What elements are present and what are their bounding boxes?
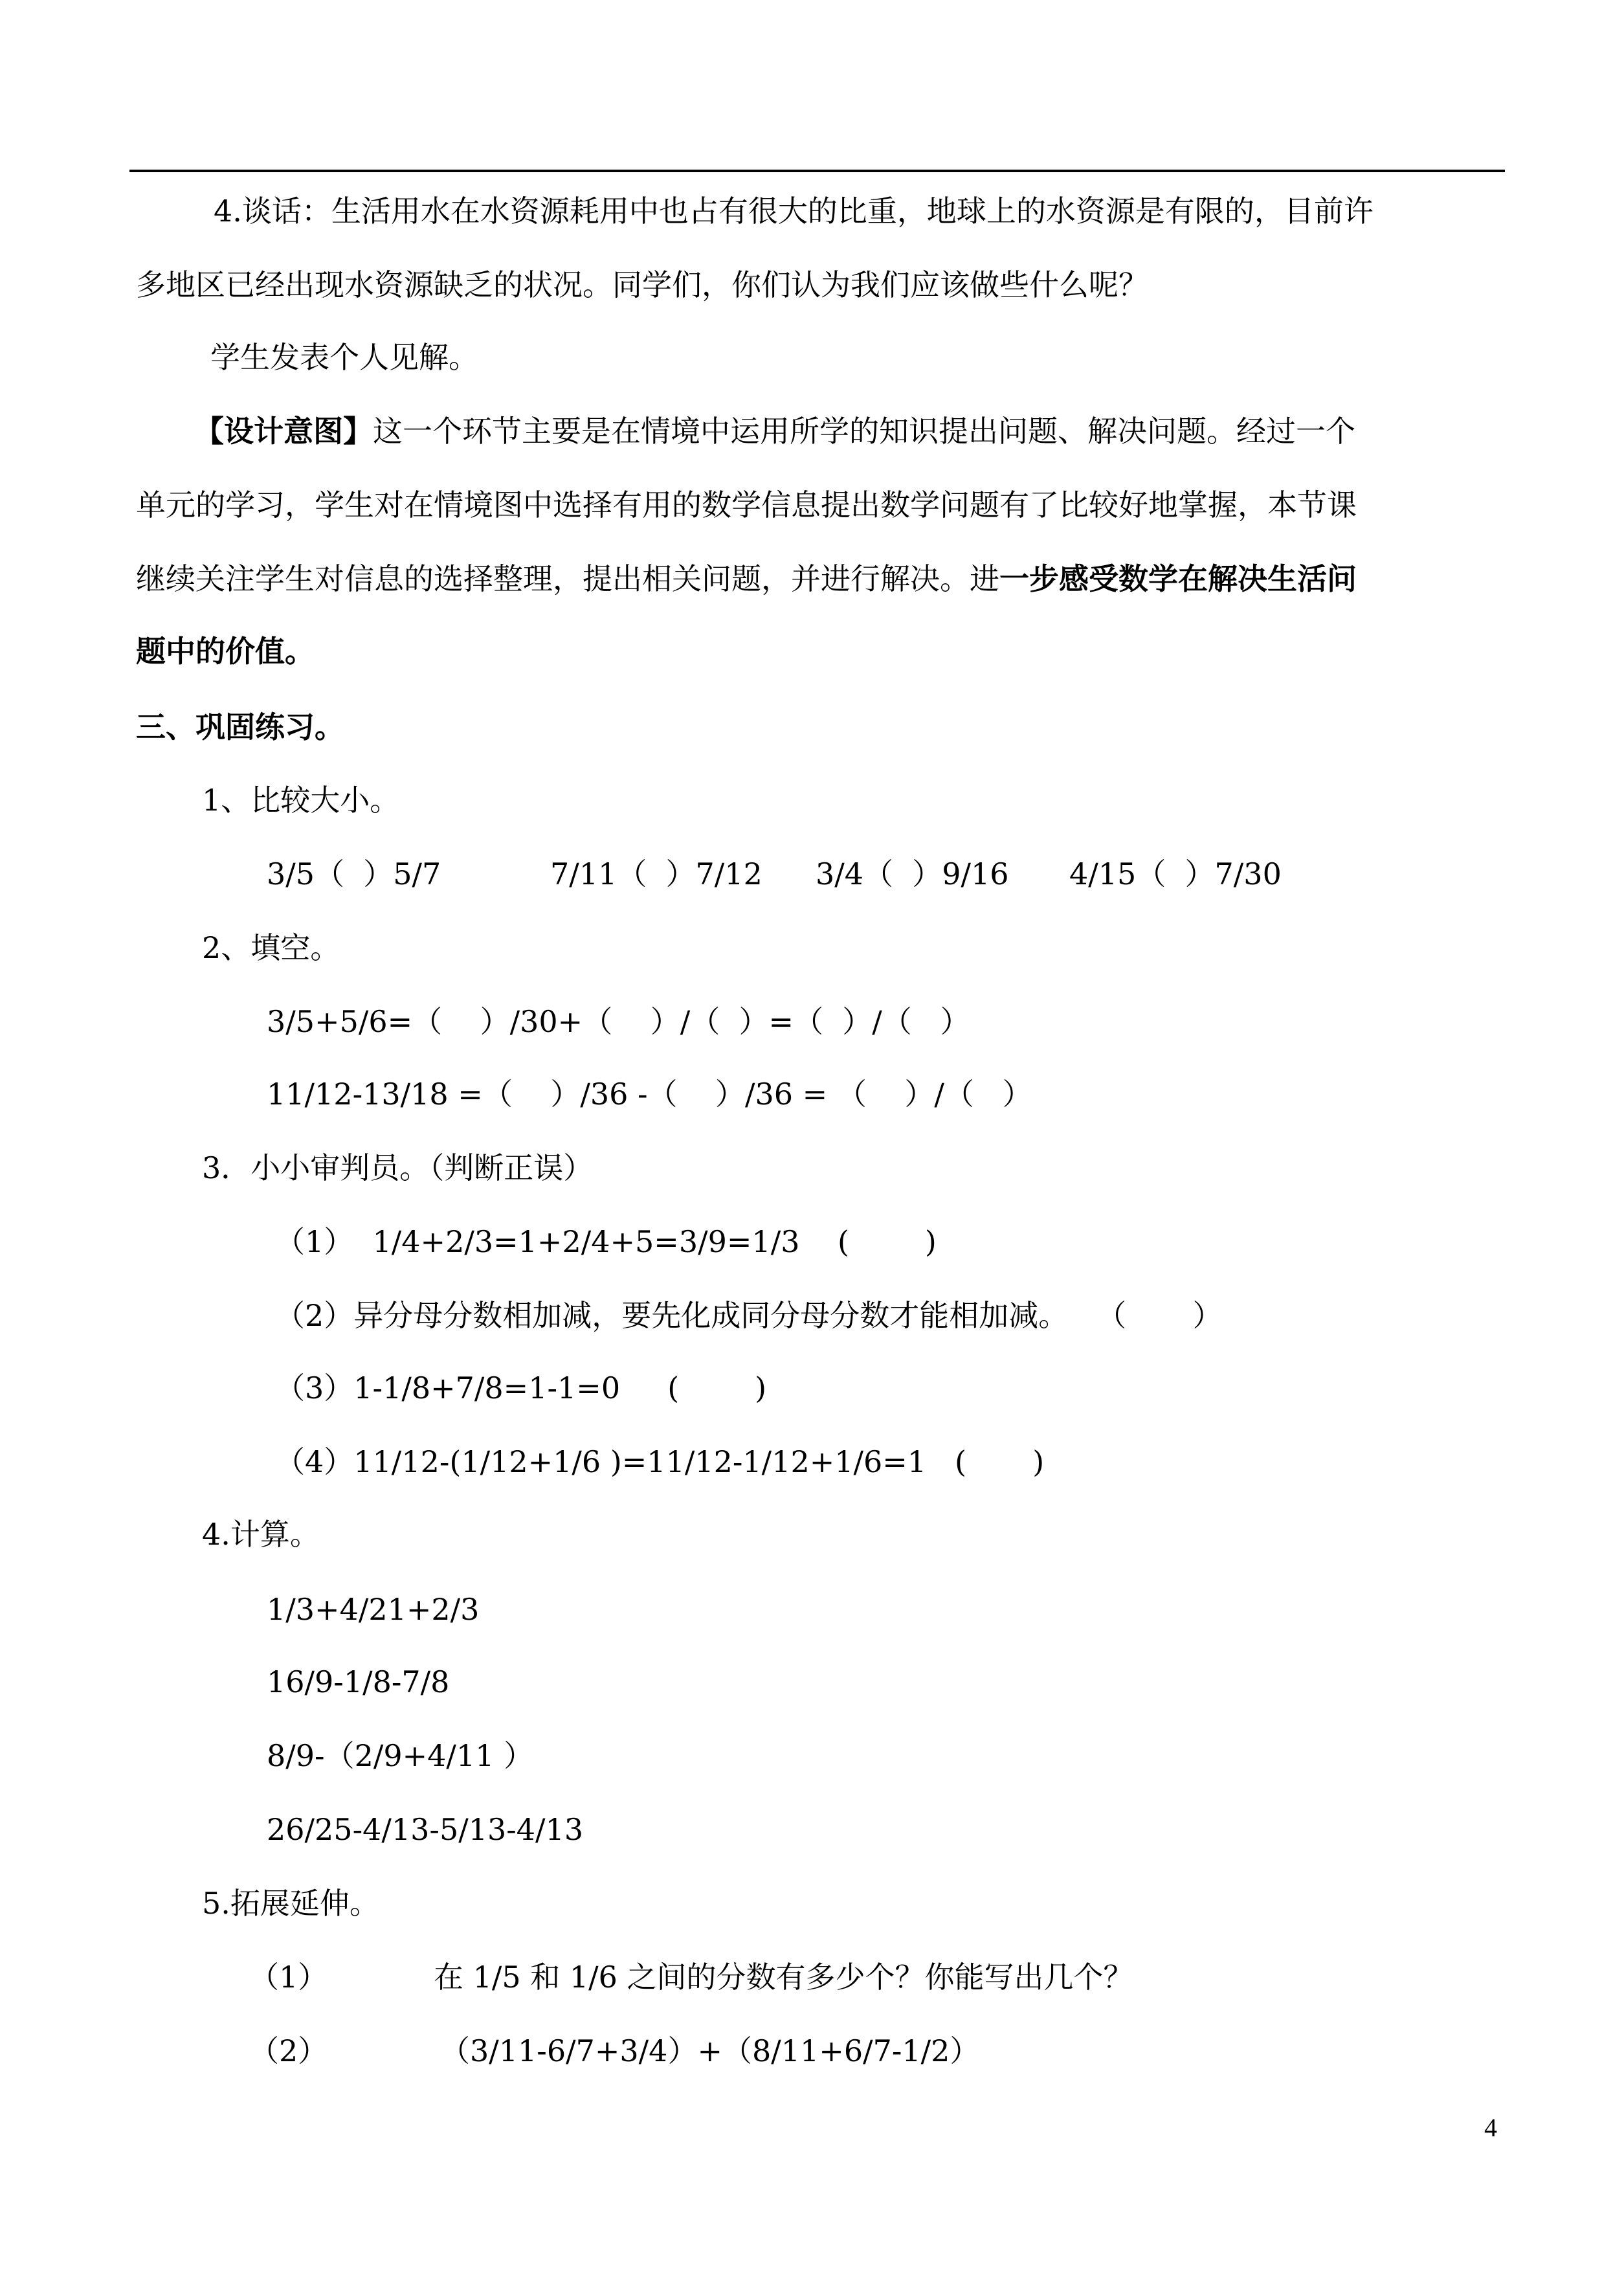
q2-line-2: 11/12-13/18 =（ ）/36 -（ ）/36 = （ ）/（ ） (267, 1077, 1032, 1112)
q1-title: 1、比较大小。 (202, 783, 400, 818)
q2-line-1: 3/5+5/6=（ ）/30+（ ）/（ ）=（ ）/（ ） (267, 1004, 970, 1039)
q4-item: 16/9-1/8-7/8 (267, 1664, 450, 1699)
design-intent-emphasis: 一步感受数学在解决生活问 (999, 561, 1357, 596)
talk-line-2: 多地区已经出现水资源缺乏的状况。同学们，你们认为我们应该做些什么呢？ (136, 267, 1148, 302)
q4-title: 4.计算。 (202, 1517, 320, 1552)
q1-item: 3/5（ ）5/7 (267, 856, 441, 891)
q1-compare-row (267, 855, 1367, 893)
design-intent-line-4: 题中的价值。 (136, 634, 315, 669)
q1-item: 4/15（ ）7/30 (1069, 856, 1282, 891)
q5-item-text: （3/11-6/7+3/4）+（8/11+6/7-1/2） (440, 2033, 980, 2068)
q3-item: （3）1-1/8+7/8=1-1=0 ( ) (275, 1370, 767, 1405)
talk-line-1: 4.谈话：生活用水在水资源耗用中也占有很大的比重，地球上的水资源是有限的，目前许 (214, 194, 1374, 229)
q3-item: （4）11/12-(1/12+1/6 )=11/12-1/12+1/6=1 ( ) (275, 1444, 1045, 1479)
q1-item: 3/4（ ）9/16 (816, 856, 1009, 891)
q3-item: （2）异分母分数相加减，要先化成同分母分数才能相加减。 （ ） (275, 1298, 1223, 1333)
q2-title: 2、填空。 (202, 930, 340, 965)
q1-item: 7/11（ ）7/12 (550, 856, 762, 891)
q4-item: 26/25-4/13-5/13-4/13 (267, 1812, 584, 1847)
design-intent-label: 【设计意图】 (194, 414, 373, 449)
design-intent-line-2: 单元的学习，学生对在情境图中选择有用的数学信息提出数学问题有了比较好地掌握，本节课 (136, 487, 1357, 522)
q4-item: 8/9-（2/9+4/11 ） (267, 1738, 534, 1773)
q5-item-number: （2） (249, 2033, 328, 2068)
q4-item: 1/3+4/21+2/3 (267, 1592, 480, 1627)
design-intent-text-1: 这一个环节主要是在情境中运用所学的知识提出问题、解决问题。经过一个 (373, 414, 1355, 449)
design-intent-text-3: 继续关注学生对信息的选择整理，提出相关问题，并进行解决。进 (136, 561, 999, 596)
q3-item: （1） 1/4+2/3=1+2/4+5=3/9=1/3 ( ) (275, 1224, 937, 1259)
q5-title: 5.拓展延伸。 (202, 1886, 379, 1921)
q3-title: 3．小小审判员。（判断正误） (202, 1150, 594, 1185)
q5-item-number: （1） (249, 1960, 328, 1995)
page-number: 4 (1484, 2113, 1497, 2142)
design-intent-line-3 (136, 559, 1357, 598)
header-rule (129, 170, 1505, 172)
q5-item-text: 在 1/5 和 1/6 之间的分数有多少个？你能写出几个？ (434, 1960, 1133, 1995)
section-title: 三、巩固练习。 (136, 710, 344, 744)
student-response: 学生发表个人见解。 (210, 340, 478, 375)
design-intent-line-1 (194, 412, 1355, 451)
